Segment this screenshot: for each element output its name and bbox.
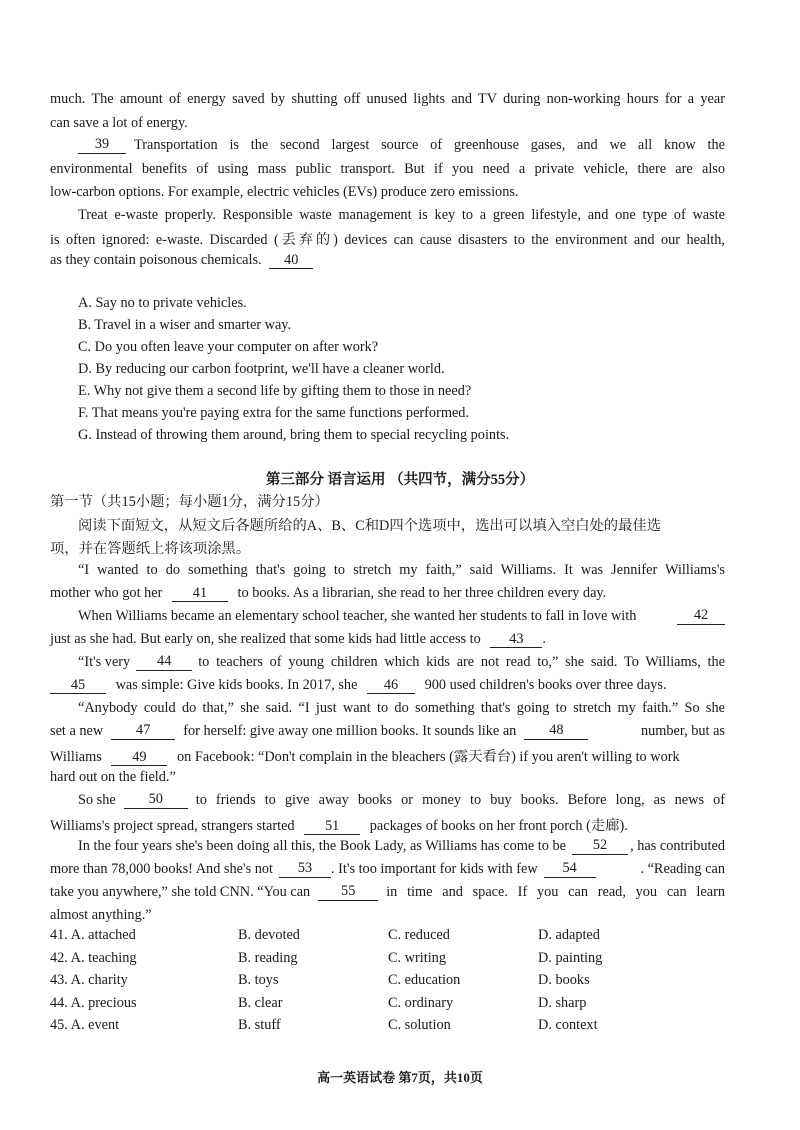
blank-45: 45 xyxy=(50,678,106,694)
text-span: Transportation is the second largest source of greenhouse gases, and we all know the xyxy=(134,137,725,153)
page-footer: 高一英语试卷 第7页，共10页 xyxy=(317,1070,483,1085)
choice-a: 42. A. teaching xyxy=(50,950,137,966)
blank-40: 40 xyxy=(269,253,313,269)
part-title: 第三部分 语言运用 （共四节，满分55分） xyxy=(265,472,535,488)
option-f: F. That means you're paying extra for the same functions performed. xyxy=(78,405,470,421)
blank-43: 43 xyxy=(490,632,542,648)
passage-line xyxy=(50,746,680,766)
option-b: B. Travel in a wiser and smarter way. xyxy=(78,317,292,333)
text-line: low-carbon options. For example, electric vehicles (EVs) produce zero emissions. xyxy=(50,184,519,200)
text-line: Treat e-waste properly. Responsible waste management is key to a green lifestyle, and one type of waste xyxy=(78,207,725,223)
text-span: . xyxy=(542,631,546,647)
text-span: number, but as xyxy=(640,723,725,739)
option-c: C. Do you often leave your computer on after work? xyxy=(78,339,379,355)
passage-line: almost anything.” xyxy=(50,907,152,923)
blank-52: 52 xyxy=(572,838,628,855)
blank-49: 49 xyxy=(111,750,167,766)
passage-line xyxy=(78,792,725,809)
text-span: Williams xyxy=(50,749,102,765)
passage-line: hard out on the field.” xyxy=(50,769,176,785)
text-span: to books. As a librarian, she read to her three children every day. xyxy=(237,585,607,601)
choice-b: B. reading xyxy=(238,950,298,966)
passage-line xyxy=(50,677,667,694)
choice-d: D. context xyxy=(538,1017,598,1033)
choice-d: D. painting xyxy=(538,950,603,966)
passage-line xyxy=(50,723,725,740)
instruction-line: 阅读下面短文，从短文后各题所给的A、B、C和D四个选项中，选出可以填入空白处的最佳选 xyxy=(78,518,661,534)
passage-line xyxy=(78,838,725,855)
option-g: G. Instead of throwing them around, bring them to special recycling points. xyxy=(78,427,510,443)
passage-line xyxy=(50,631,546,648)
blank-41: 41 xyxy=(172,586,228,602)
choice-c: C. writing xyxy=(388,950,446,966)
blank-42: 42 xyxy=(677,608,725,625)
text-span: . “Reading can xyxy=(640,861,725,877)
choice-d: D. sharp xyxy=(538,995,587,1011)
text-span: to friends to give away books or money to buy books. Before long, as news of xyxy=(195,792,725,808)
choice-a: 45. A. event xyxy=(50,1017,120,1033)
text-span: . It's too important for kids with few xyxy=(330,861,538,877)
blank-54: 54 xyxy=(544,861,596,878)
text-span: as they contain poisonous chemicals. xyxy=(50,252,262,268)
option-d: D. By reducing our carbon footprint, we'll have a cleaner world. xyxy=(78,361,445,377)
text-span: In the four years she's been doing all this, the Book Lady, as Williams has come to be xyxy=(78,838,566,854)
passage-line: “Anybody could do that,” she said. “I just want to do something that's going to stretch my faith.” So she xyxy=(78,700,725,716)
blank-47: 47 xyxy=(111,723,175,740)
choice-row-41 xyxy=(50,927,750,947)
choice-c: C. reduced xyxy=(388,927,450,943)
text-line xyxy=(78,137,725,154)
blank-50: 50 xyxy=(124,792,188,809)
text-line: much. The amount of energy saved by shutting off unused lights and TV during non-working hours for a year xyxy=(50,91,725,107)
choice-d: D. books xyxy=(538,972,590,988)
blank-55: 55 xyxy=(318,884,378,901)
choice-c: C. ordinary xyxy=(388,995,454,1011)
choice-row-43 xyxy=(50,972,750,992)
passage-line: “I wanted to do something that's going to stretch my faith,” said Williams. It was Jennifer Williams's xyxy=(78,562,725,578)
text-span: on Facebook: “Don't complain in the bleachers (露天看台) if you aren't willing to work xyxy=(177,749,680,765)
blank-53: 53 xyxy=(279,861,331,878)
passage-line xyxy=(50,861,725,878)
text-span: in time and space. If you can read, you can learn xyxy=(386,884,725,900)
text-span: “It's very xyxy=(78,654,131,670)
text-line xyxy=(50,252,313,269)
instruction-line: 项，并在答题纸上将该项涂黑。 xyxy=(50,541,251,557)
blank-48: 48 xyxy=(524,723,588,740)
passage-line xyxy=(78,608,725,625)
option-e: E. Why not give them a second life by gifting them to those in need? xyxy=(78,383,472,399)
text-span: take you anywhere,” she told CNN. “You can xyxy=(50,884,311,900)
text-span: Williams's project spread, strangers started xyxy=(50,818,295,834)
text-span: set a new xyxy=(50,723,104,739)
passage-line xyxy=(78,654,725,671)
text-span: just as she had. But early on, she realized that some kids had little access to xyxy=(50,631,481,647)
choice-row-45 xyxy=(50,1017,750,1037)
text-line: is often ignored: e-waste. Discarded (丢弃的) devices can cause disasters to the environment and our health, xyxy=(50,232,725,248)
choice-c: C. education xyxy=(388,972,461,988)
choice-b: B. stuff xyxy=(238,1017,281,1033)
blank-46: 46 xyxy=(367,678,415,694)
blank-44: 44 xyxy=(136,654,192,671)
blank-39: 39 xyxy=(78,137,126,154)
text-span: , has contributed xyxy=(630,838,725,854)
choice-b: B. toys xyxy=(238,972,279,988)
text-line: can save a lot of energy. xyxy=(50,115,188,131)
text-span: for herself: give away one million books. It sounds like an xyxy=(183,723,517,739)
choice-a: 41. A. attached xyxy=(50,927,136,943)
text-span: to teachers of young children which kids are not read to,” she said. To Williams, the xyxy=(198,654,725,670)
text-span: When Williams became an elementary school teacher, she wanted her students to fall in love with xyxy=(78,608,637,624)
choice-row-42 xyxy=(50,950,750,970)
blank-51: 51 xyxy=(304,819,360,835)
text-span: So she xyxy=(78,792,116,808)
passage-line xyxy=(50,585,606,602)
text-span: 900 used children's books over three days. xyxy=(424,677,667,693)
choice-a: 44. A. precious xyxy=(50,995,137,1011)
option-a: A. Say no to private vehicles. xyxy=(78,295,247,311)
text-span: more than 78,000 books! And she's not xyxy=(50,861,273,877)
choice-row-44 xyxy=(50,995,750,1015)
choice-b: B. clear xyxy=(238,995,283,1011)
passage-line xyxy=(50,815,628,835)
section-title: 第一节（共15小题；每小题1分，满分15分） xyxy=(50,494,329,510)
choice-b: B. devoted xyxy=(238,927,300,943)
text-span: mother who got her xyxy=(50,585,163,601)
passage-line xyxy=(50,884,725,901)
choice-d: D. adapted xyxy=(538,927,600,943)
choice-a: 43. A. charity xyxy=(50,972,128,988)
text-span: was simple: Give kids books. In 2017, she xyxy=(115,677,358,693)
text-line: environmental benefits of using mass public transport. But if you need a private vehicle, there are also xyxy=(50,161,725,177)
choice-c: C. solution xyxy=(388,1017,451,1033)
text-span: packages of books on her front porch (走廊). xyxy=(369,818,628,834)
